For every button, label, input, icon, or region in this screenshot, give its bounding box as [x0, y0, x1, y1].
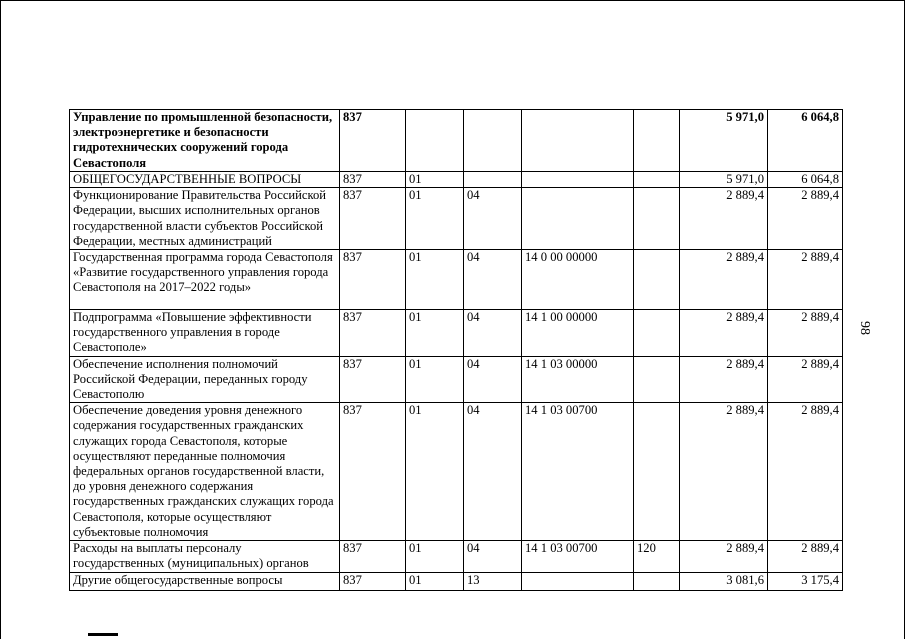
cell-subsection-code: 04	[464, 356, 522, 403]
cell-subsection-code: 04	[464, 188, 522, 250]
table-row	[70, 250, 843, 310]
cell-expense-type-code	[634, 403, 680, 541]
cell-name: Расходы на выплаты персоналу государственных (муниципальных) органов	[70, 541, 340, 572]
table-row	[70, 541, 843, 572]
table-row	[70, 356, 843, 403]
cell-expense-type-code	[634, 250, 680, 310]
cell-amount-year-1: 3 081,6	[680, 572, 768, 590]
cell-section-code	[406, 110, 464, 172]
cell-amount-year-2: 2 889,4	[768, 310, 843, 357]
cell-name: Функционирование Правительства Российской Федерации, высших исполнительных органов государственной власти субъектов Российской Федерации, местных администраций	[70, 188, 340, 250]
cell-target-code: 14 1 00 00000	[522, 310, 634, 357]
cell-name: Управление по промышленной безопасности, электроэнергетике и безопасности гидротехнических сооружений города Севастополя	[70, 110, 340, 172]
cell-name: Государственная программа города Севастополя «Развитие государственного управления города Севастополя на 2017–2022 годы»	[70, 250, 340, 310]
cell-name: Обеспечение исполнения полномочий Российской Федерации, переданных городу Севастополю	[70, 356, 340, 403]
cell-expense-type-code	[634, 356, 680, 403]
cell-section-code: 01	[406, 572, 464, 590]
cell-amount-year-1: 2 889,4	[680, 356, 768, 403]
cell-name: ОБЩЕГОСУДАРСТВЕННЫЕ ВОПРОСЫ	[70, 172, 340, 188]
cell-target-code: 14 1 03 00000	[522, 356, 634, 403]
cell-amount-year-2: 2 889,4	[768, 356, 843, 403]
table-row	[70, 172, 843, 188]
cell-target-code: 14 1 03 00700	[522, 541, 634, 572]
cell-amount-year-2: 3 175,4	[768, 572, 843, 590]
cell-amount-year-1: 2 889,4	[680, 250, 768, 310]
page-number: 98	[857, 321, 872, 335]
cell-amount-year-1: 2 889,4	[680, 310, 768, 357]
cell-subsection-code: 04	[464, 250, 522, 310]
cell-section-code: 01	[406, 310, 464, 357]
cell-section-code: 01	[406, 403, 464, 541]
cell-expense-type-code: 120	[634, 541, 680, 572]
cell-expense-type-code	[634, 172, 680, 188]
cell-amount-year-2: 2 889,4	[768, 403, 843, 541]
cell-gr-code: 837	[340, 572, 406, 590]
table-row	[70, 110, 843, 172]
cell-target-code	[522, 172, 634, 188]
cell-subsection-code: 04	[464, 403, 522, 541]
cell-expense-type-code	[634, 110, 680, 172]
cell-subsection-code: 04	[464, 310, 522, 357]
cell-gr-code: 837	[340, 188, 406, 250]
cell-section-code: 01	[406, 541, 464, 572]
cell-amount-year-1: 5 971,0	[680, 172, 768, 188]
cell-amount-year-1: 2 889,4	[680, 541, 768, 572]
cell-section-code: 01	[406, 250, 464, 310]
cell-name: Подпрограмма «Повышение эффективности государственного управления в городе Севастополе»	[70, 310, 340, 357]
cell-subsection-code: 13	[464, 572, 522, 590]
table-row	[70, 403, 843, 541]
cell-gr-code: 837	[340, 310, 406, 357]
cell-amount-year-2: 2 889,4	[768, 188, 843, 250]
cell-section-code: 01	[406, 188, 464, 250]
cell-gr-code: 837	[340, 403, 406, 541]
cell-expense-type-code	[634, 310, 680, 357]
cell-target-code	[522, 110, 634, 172]
cell-amount-year-2: 6 064,8	[768, 172, 843, 188]
cell-target-code: 14 1 03 00700	[522, 403, 634, 541]
cell-subsection-code	[464, 110, 522, 172]
cell-amount-year-1: 2 889,4	[680, 403, 768, 541]
cell-expense-type-code	[634, 572, 680, 590]
cell-target-code: 14 0 00 00000	[522, 250, 634, 310]
cell-amount-year-1: 5 971,0	[680, 110, 768, 172]
table-row	[70, 188, 843, 250]
cell-gr-code: 837	[340, 250, 406, 310]
budget-table	[69, 109, 843, 591]
cell-name: Другие общегосударственные вопросы	[70, 572, 340, 590]
cell-gr-code: 837	[340, 110, 406, 172]
cell-amount-year-2: 6 064,8	[768, 110, 843, 172]
cell-target-code	[522, 188, 634, 250]
cell-gr-code: 837	[340, 356, 406, 403]
scan-artifact	[88, 633, 118, 636]
cell-section-code: 01	[406, 356, 464, 403]
cell-amount-year-1: 2 889,4	[680, 188, 768, 250]
table-row	[70, 310, 843, 357]
cell-gr-code: 837	[340, 541, 406, 572]
cell-amount-year-2: 2 889,4	[768, 250, 843, 310]
cell-gr-code: 837	[340, 172, 406, 188]
cell-expense-type-code	[634, 188, 680, 250]
cell-subsection-code	[464, 172, 522, 188]
cell-section-code: 01	[406, 172, 464, 188]
cell-target-code	[522, 572, 634, 590]
cell-name: Обеспечение доведения уровня денежного содержания государственных гражданских служащих города Севастополя, которые осуществляют переданные полномочия федеральных органов государственной власти, до уровня денежного содержания государственных гражданских служащих города Севастополя, которые осуществляют субъектовые полномочия	[70, 403, 340, 541]
cell-amount-year-2: 2 889,4	[768, 541, 843, 572]
cell-subsection-code: 04	[464, 541, 522, 572]
table-row	[70, 572, 843, 590]
